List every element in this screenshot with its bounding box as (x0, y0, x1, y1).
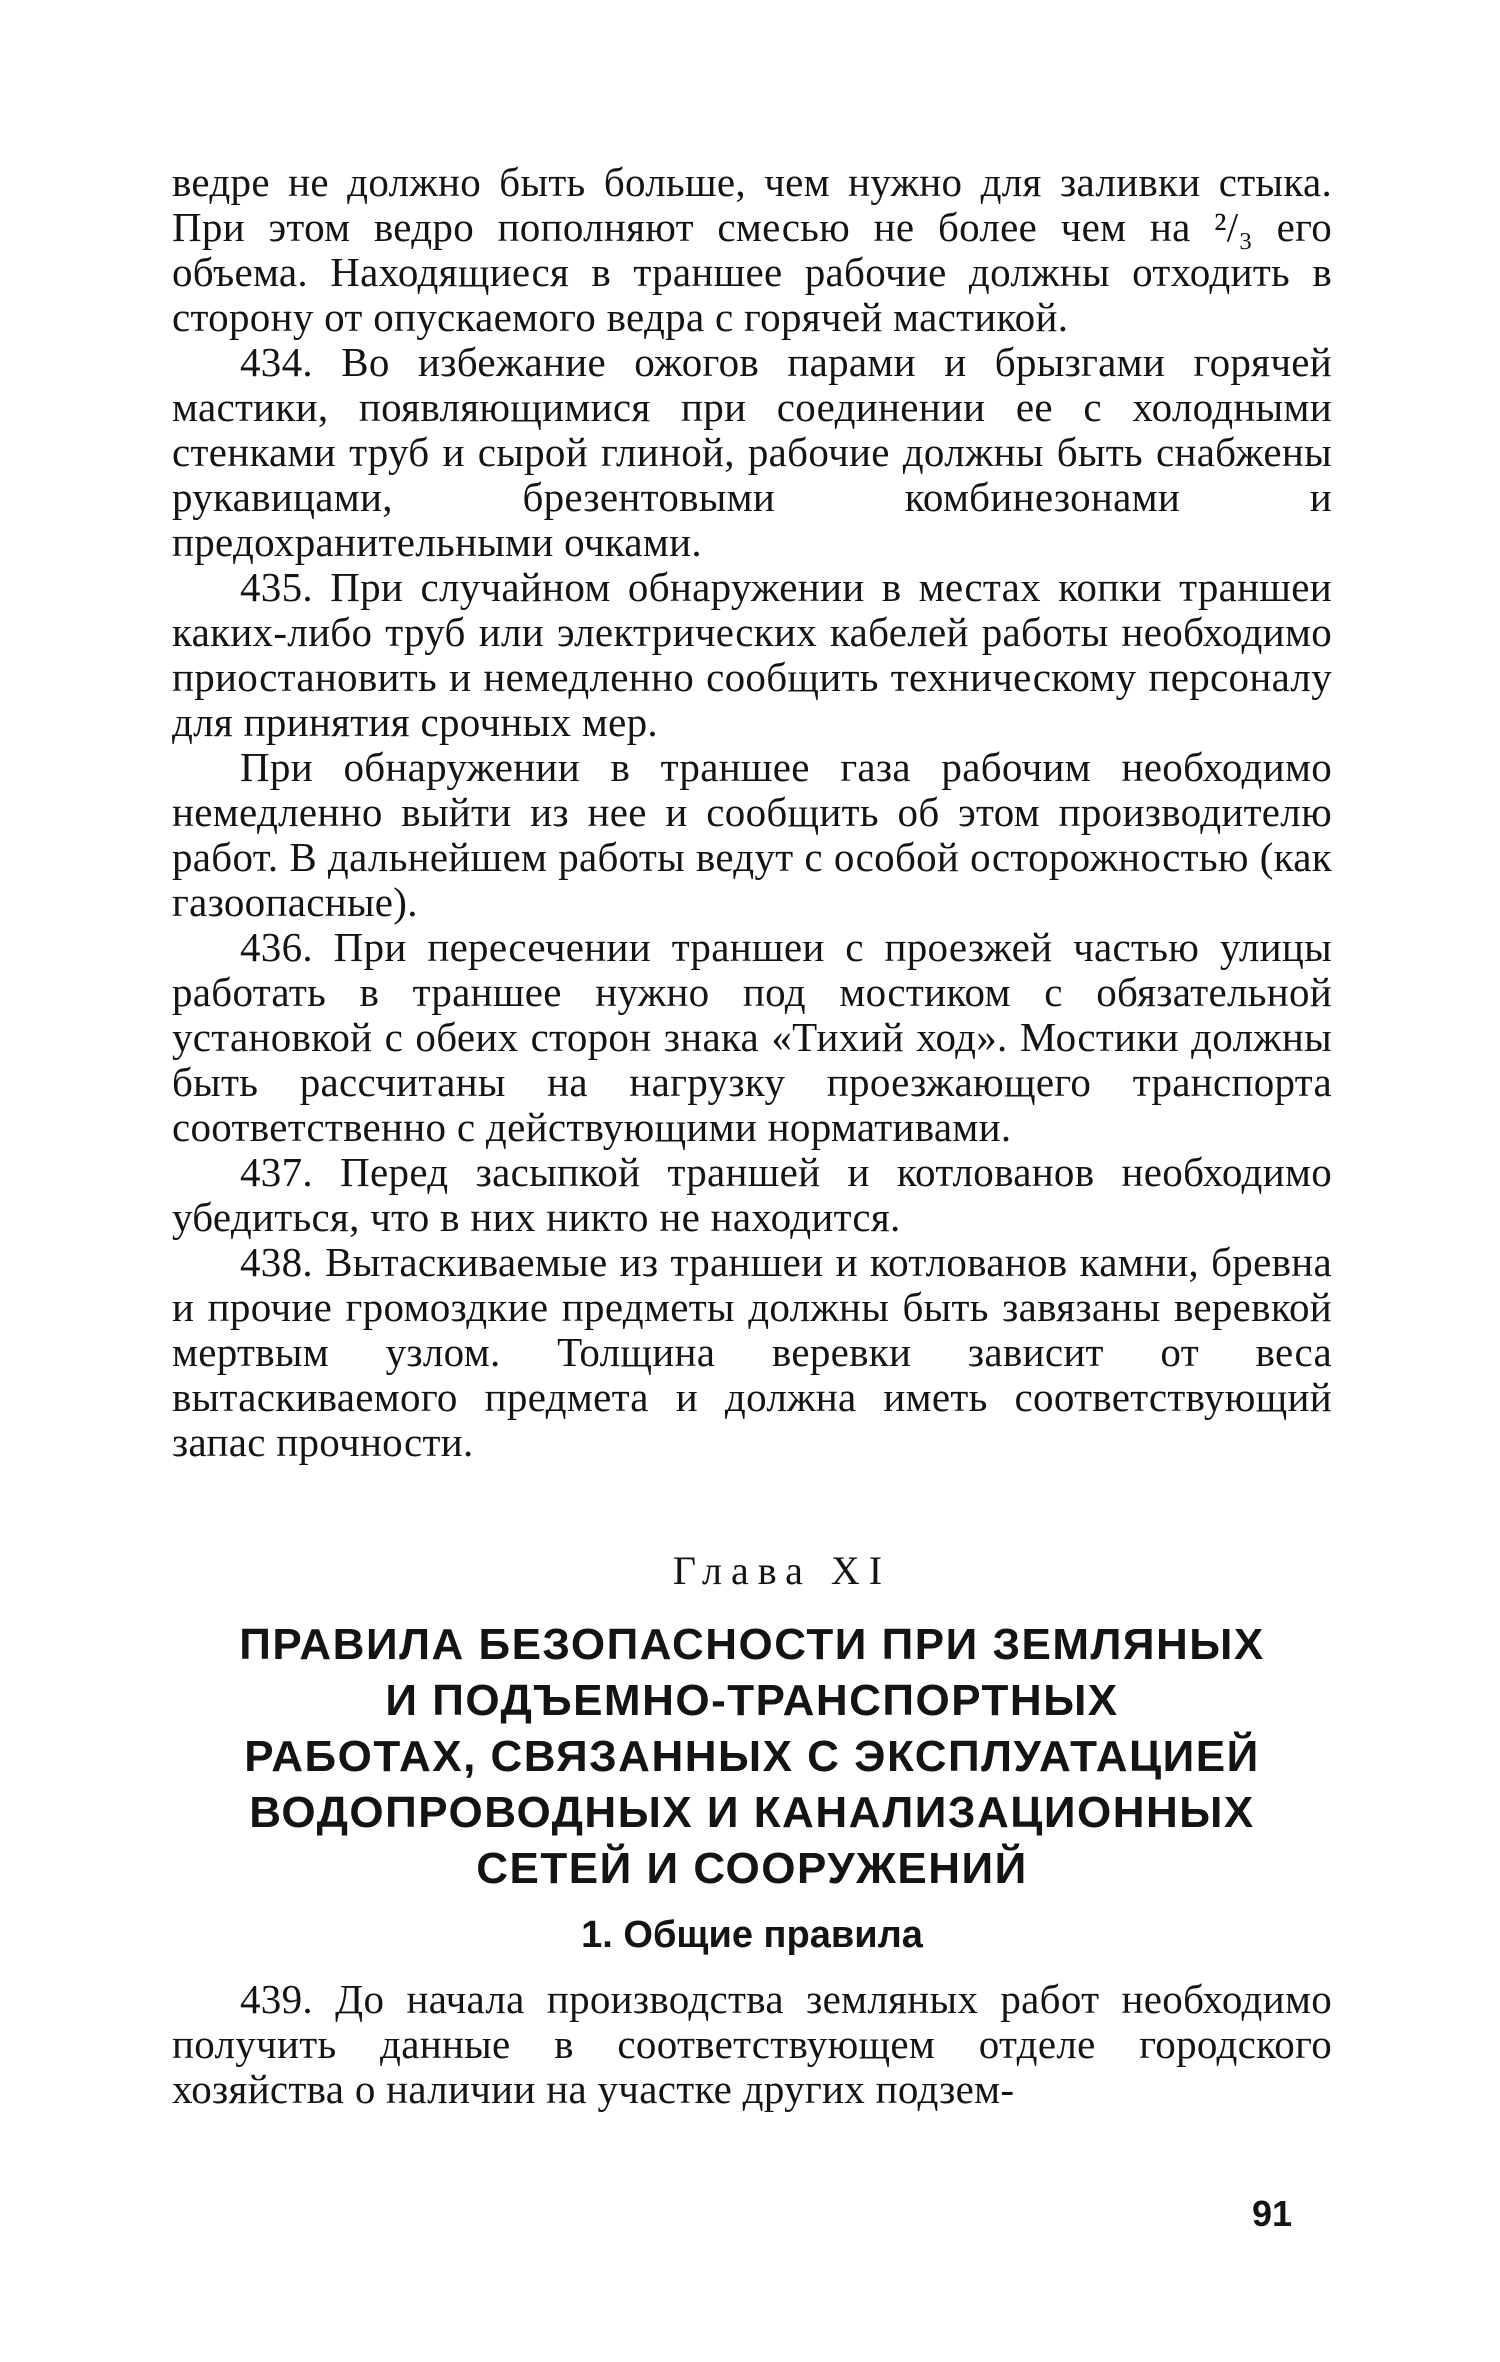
chapter-title-line: РАБОТАХ, СВЯЗАННЫХ С ЭКСПЛУАТАЦИЕЙ (244, 1732, 1260, 1781)
paragraph-436: 436. При пересечении траншеи с проезжей частью улицы работать в траншее нужно под мостиком с обязательной установкой с обеих сторон знака «Тихий ход». Мостики должны быть рассчитаны на нагрузку проезжающего транспорта соответственно с действующими нормативами. (172, 924, 1332, 1150)
paragraph-438: 438. Вытаскиваемые из траншеи и котлованов камни, бревна и прочие громоздкие предметы должны быть завязаны веревкой мертвым узлом. Толщина веревки зависит от веса вытаскиваемого предмета и должна иметь соответствующий запас прочности. (172, 1239, 1332, 1465)
chapter-title (172, 1617, 1332, 1897)
page-number: 91 (1251, 2193, 1292, 2234)
chapter-title-line: ВОДОПРОВОДНЫХ И КАНАЛИЗАЦИОННЫХ (249, 1788, 1255, 1837)
chapter-title-line: ПРАВИЛА БЕЗОПАСНОСТИ ПРИ ЗЕМЛЯНЫХ (239, 1620, 1265, 1669)
paragraph-439: 439. До начала производства земляных работ необходимо получить данные в соответствующем отделе городского хозяйства о наличии на участке других подзем- (172, 1976, 1332, 2112)
chapter-title-line: СЕТЕЙ И СООРУЖЕНИЙ (476, 1844, 1028, 1893)
paragraph-434: 434. Во избежание ожогов парами и брызгами горячей мастики, появляющимися при соединении ее с холодными стенками труб и сырой глиной, рабочие должны быть снабжены рукавицами, брезентовыми комбинезонами и предохранительными очками. (172, 339, 1332, 565)
paragraph-437: 437. Перед засыпкой траншей и котлованов необходимо убедиться, что в них никто не находится. (172, 1149, 1332, 1240)
chapter-title-line: И ПОДЪЕМНО-ТРАНСПОРТНЫХ (385, 1676, 1119, 1725)
paragraph-continuation: ведре не должно быть больше, чем нужно для заливки стыка. При этом ведро пополняют смесью не более чем на ²/₃ его объема. Находящиеся в траншее рабочие должны отходить в сторону от опускаемого ведра с горячей мастикой. (172, 159, 1332, 340)
section-title: 1. Общие правила (581, 1914, 923, 1956)
chapter-label: Глава XI (672, 1548, 892, 1593)
paragraph-435: 435. При случайном обнаружении в местах копки траншеи каких-либо труб или электрических кабелей работы необходимо приостановить и немедленно сообщить техническому персоналу для принятия срочных мер. (172, 564, 1332, 745)
page-body (172, 160, 1332, 2112)
paragraph-gas-detection: При обнаружении в траншее газа рабочим необходимо немедленно выйти из нее и сообщить об этом производителю работ. В дальнейшем работы ведут с особой осторожностью (как газоопасные). (172, 744, 1332, 925)
